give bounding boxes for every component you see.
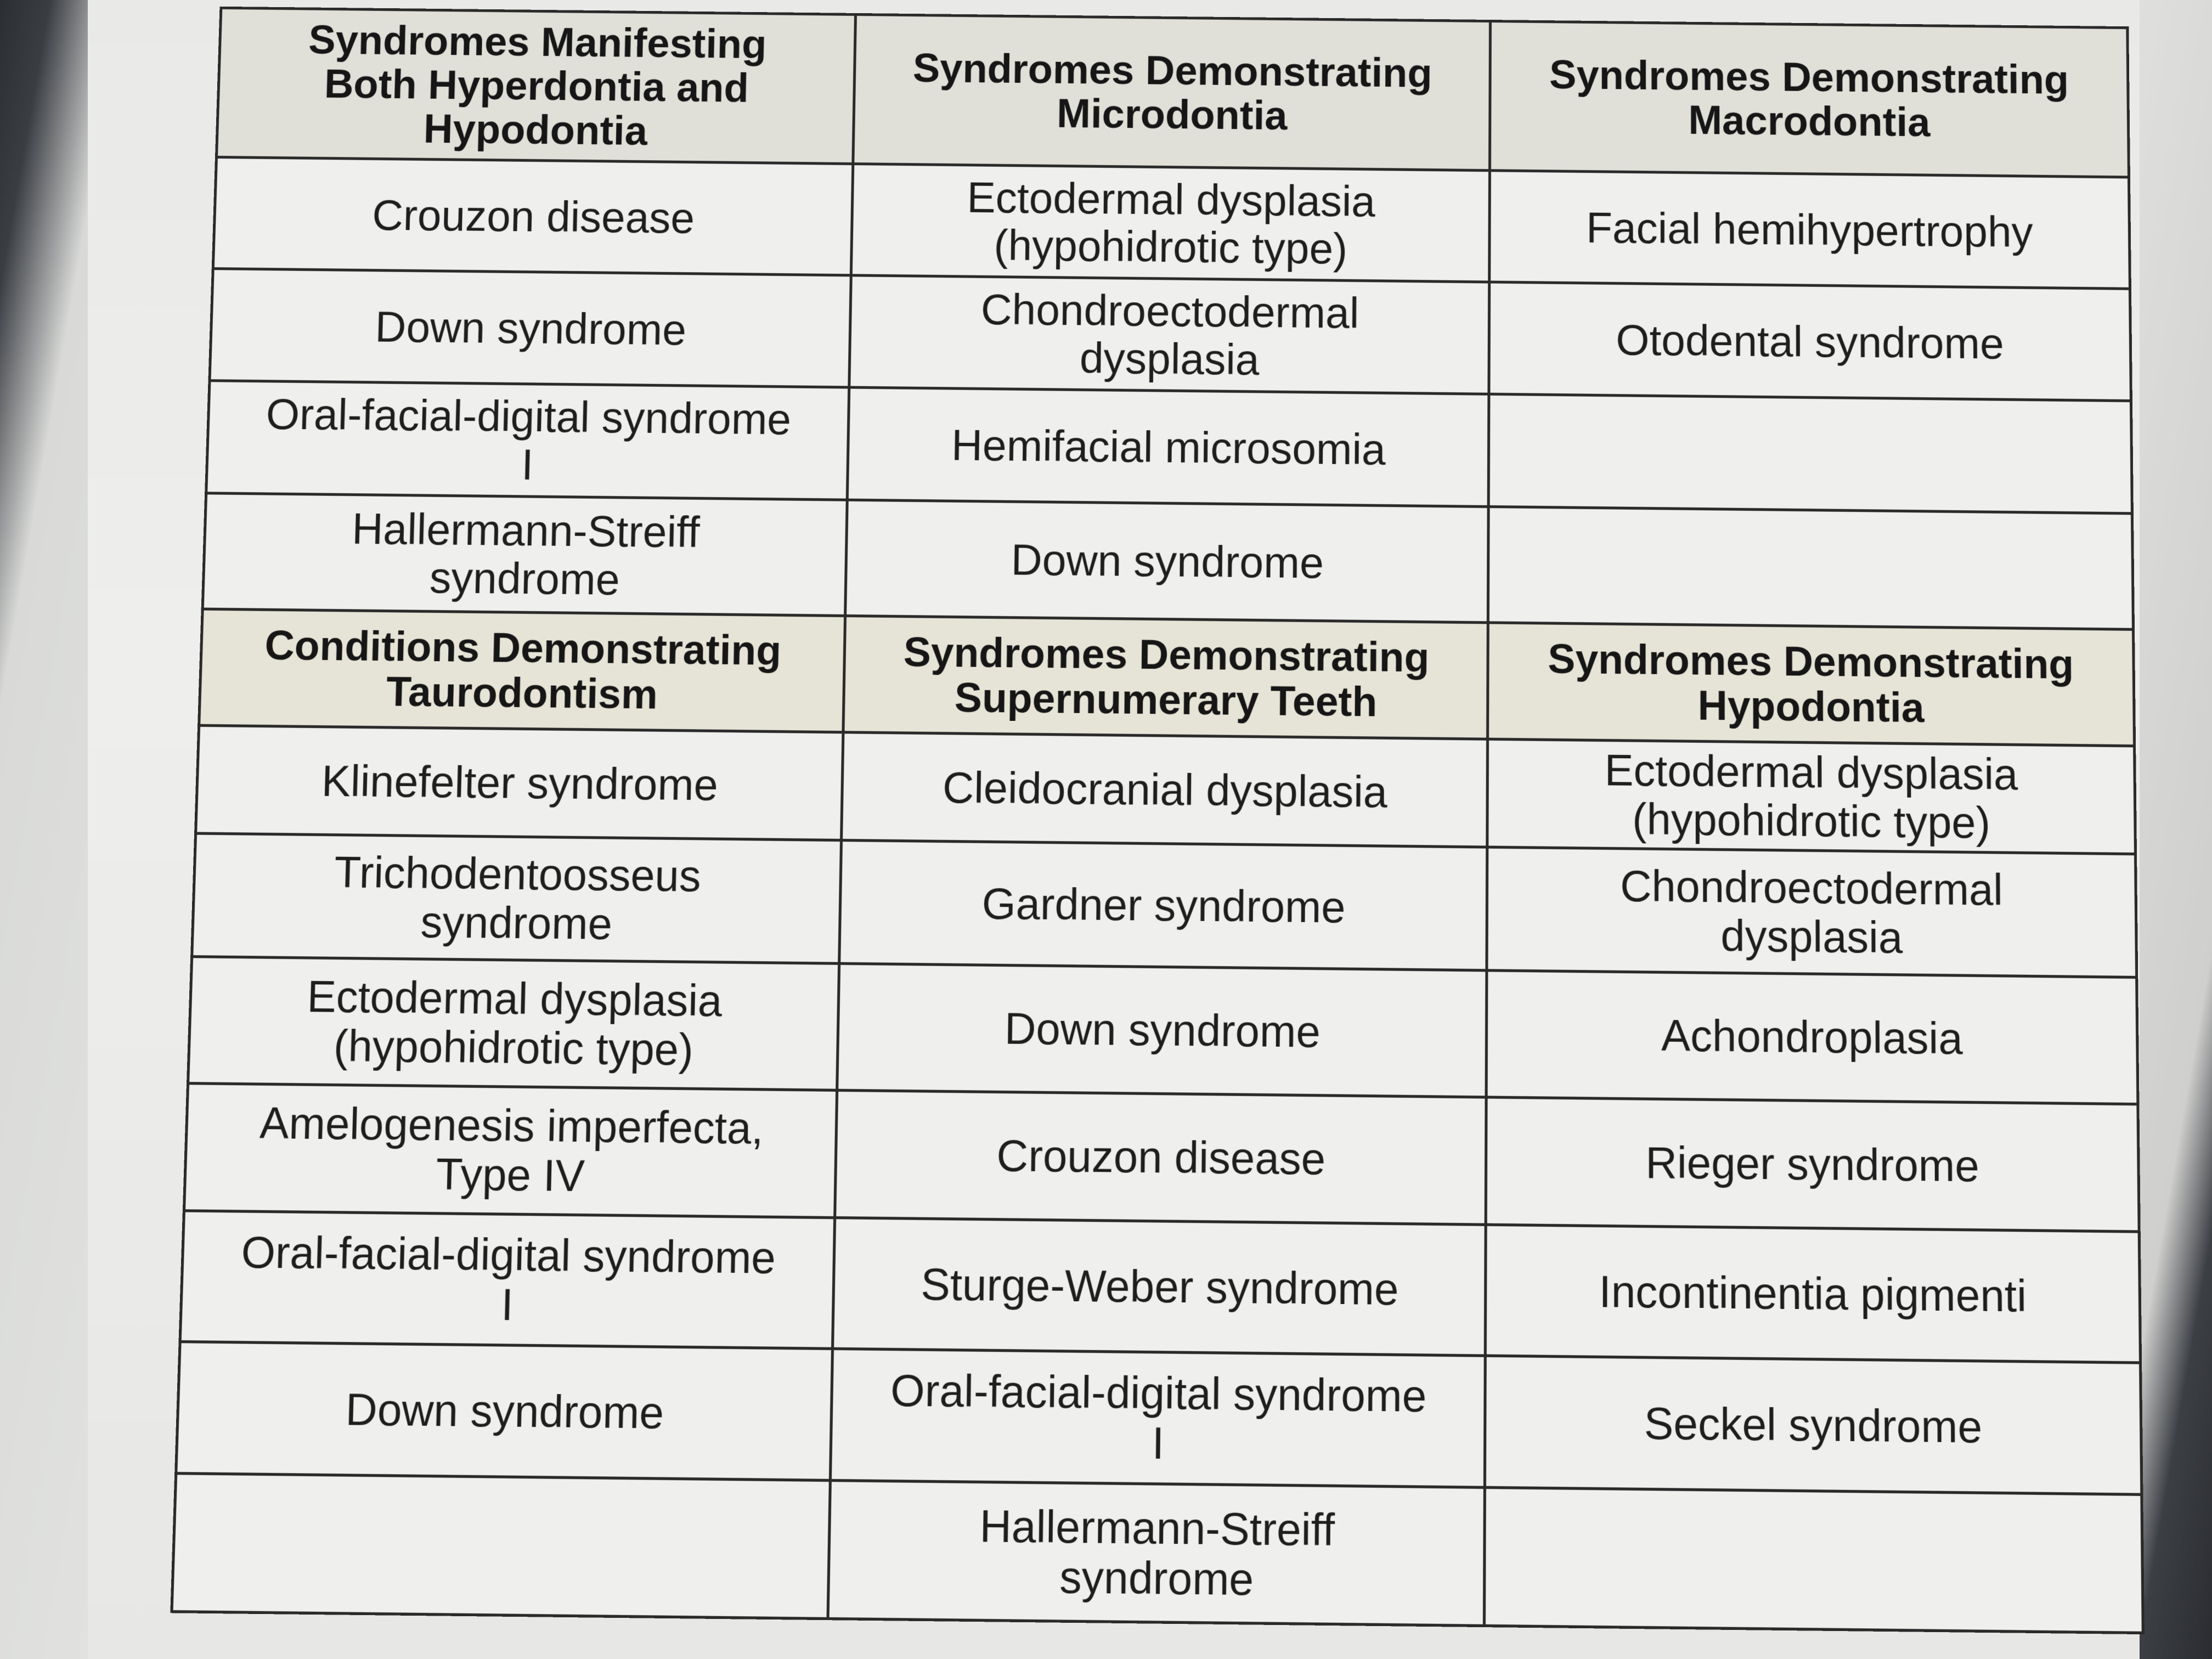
table-cell: Gardner syndrome (839, 840, 1487, 970)
table-cell: Otodental syndrome (1489, 282, 2131, 400)
syndromes-table-wrapper (170, 7, 2145, 1634)
table-row (180, 1210, 2140, 1362)
table-cell: Hemifacial microsomia (847, 387, 1489, 506)
table-cell: Crouzon disease (835, 1090, 1487, 1224)
table-cell: Achondroplasia (1486, 970, 2137, 1104)
table-row (196, 725, 2136, 854)
header-macrodontia: Syndromes Demonstrating Macrodontia (1490, 21, 2129, 178)
table-cell: Trichodentoosseus syndrome (192, 833, 842, 963)
table-cell: Amelogenesis imperfecta, Type IV (184, 1083, 837, 1217)
table-cell (1485, 1487, 2143, 1633)
table-row (202, 493, 2133, 629)
table-cell: Chondroectodermal dysplasia (849, 275, 1489, 394)
table-cell: Ectodermal dysplasia (hypohidrotic type) (851, 164, 1489, 282)
table-row (188, 956, 2138, 1104)
table-cell: Cleidocranial dysplasia (842, 732, 1488, 847)
table-cell: Hallermann-Streiff syndrome (202, 493, 847, 616)
table-cell (1489, 394, 2132, 513)
header-hypodontia: Syndromes Demonstrating Hypodontia (1488, 623, 2135, 746)
table-cell (1488, 507, 2134, 630)
header-supernumerary-teeth: Syndromes Demonstrating Supernumerary Teeth (843, 616, 1488, 739)
table-cell: Ectodermal dysplasia (hypohidrotic type) (188, 956, 839, 1090)
table-cell: Facial hemihypertrophy (1489, 171, 2130, 289)
table-cell: Seckel syndrome (1485, 1356, 2142, 1494)
table-cell (172, 1473, 831, 1618)
table-cell: Rieger syndrome (1486, 1097, 2140, 1231)
header-taurodontism: Conditions Demonstrating Taurodontism (199, 609, 845, 732)
header-microdontia: Syndromes Demonstrating Microdontia (853, 14, 1491, 171)
table-cell: Klinefelter syndrome (196, 725, 843, 840)
header-hyperdontia-hypodontia: Syndromes Manifesting Both Hyperdontia and Hypodontia (217, 8, 856, 164)
dental-anomalies-syndromes-table (170, 7, 2145, 1634)
table-cell: Crouzon disease (213, 157, 853, 275)
table-cell: Oral-facial-digital syndrome I (180, 1210, 835, 1348)
table-cell: Ectodermal dysplasia (hypohidrotic type) (1487, 739, 2135, 854)
table-row (176, 1341, 2142, 1494)
table-row (184, 1083, 2139, 1231)
table-row (206, 381, 2132, 514)
table-cell: Hallermann-Streiff syndrome (828, 1480, 1485, 1626)
table-cell: Chondroectodermal dysplasia (1487, 847, 2136, 977)
table-cell: Down syndrome (845, 500, 1489, 623)
table-cell: Oral-facial-digital syndrome I (206, 381, 849, 500)
header-row-top (217, 8, 2129, 177)
table-row (213, 157, 2130, 289)
table-cell: Down syndrome (210, 269, 851, 387)
header-row-bottom (199, 609, 2135, 746)
table-cell: Oral-facial-digital syndrome I (831, 1348, 1486, 1487)
table-cell: Down syndrome (176, 1341, 833, 1480)
table-row (210, 269, 2131, 401)
document-page (88, 0, 2140, 1659)
table-cell: Sturge-Weber syndrome (833, 1217, 1486, 1356)
table-cell: Down syndrome (837, 963, 1487, 1097)
table-cell: Incontinentia pigmenti (1486, 1224, 2141, 1363)
table-row (172, 1473, 2143, 1633)
table-row (192, 833, 2137, 977)
